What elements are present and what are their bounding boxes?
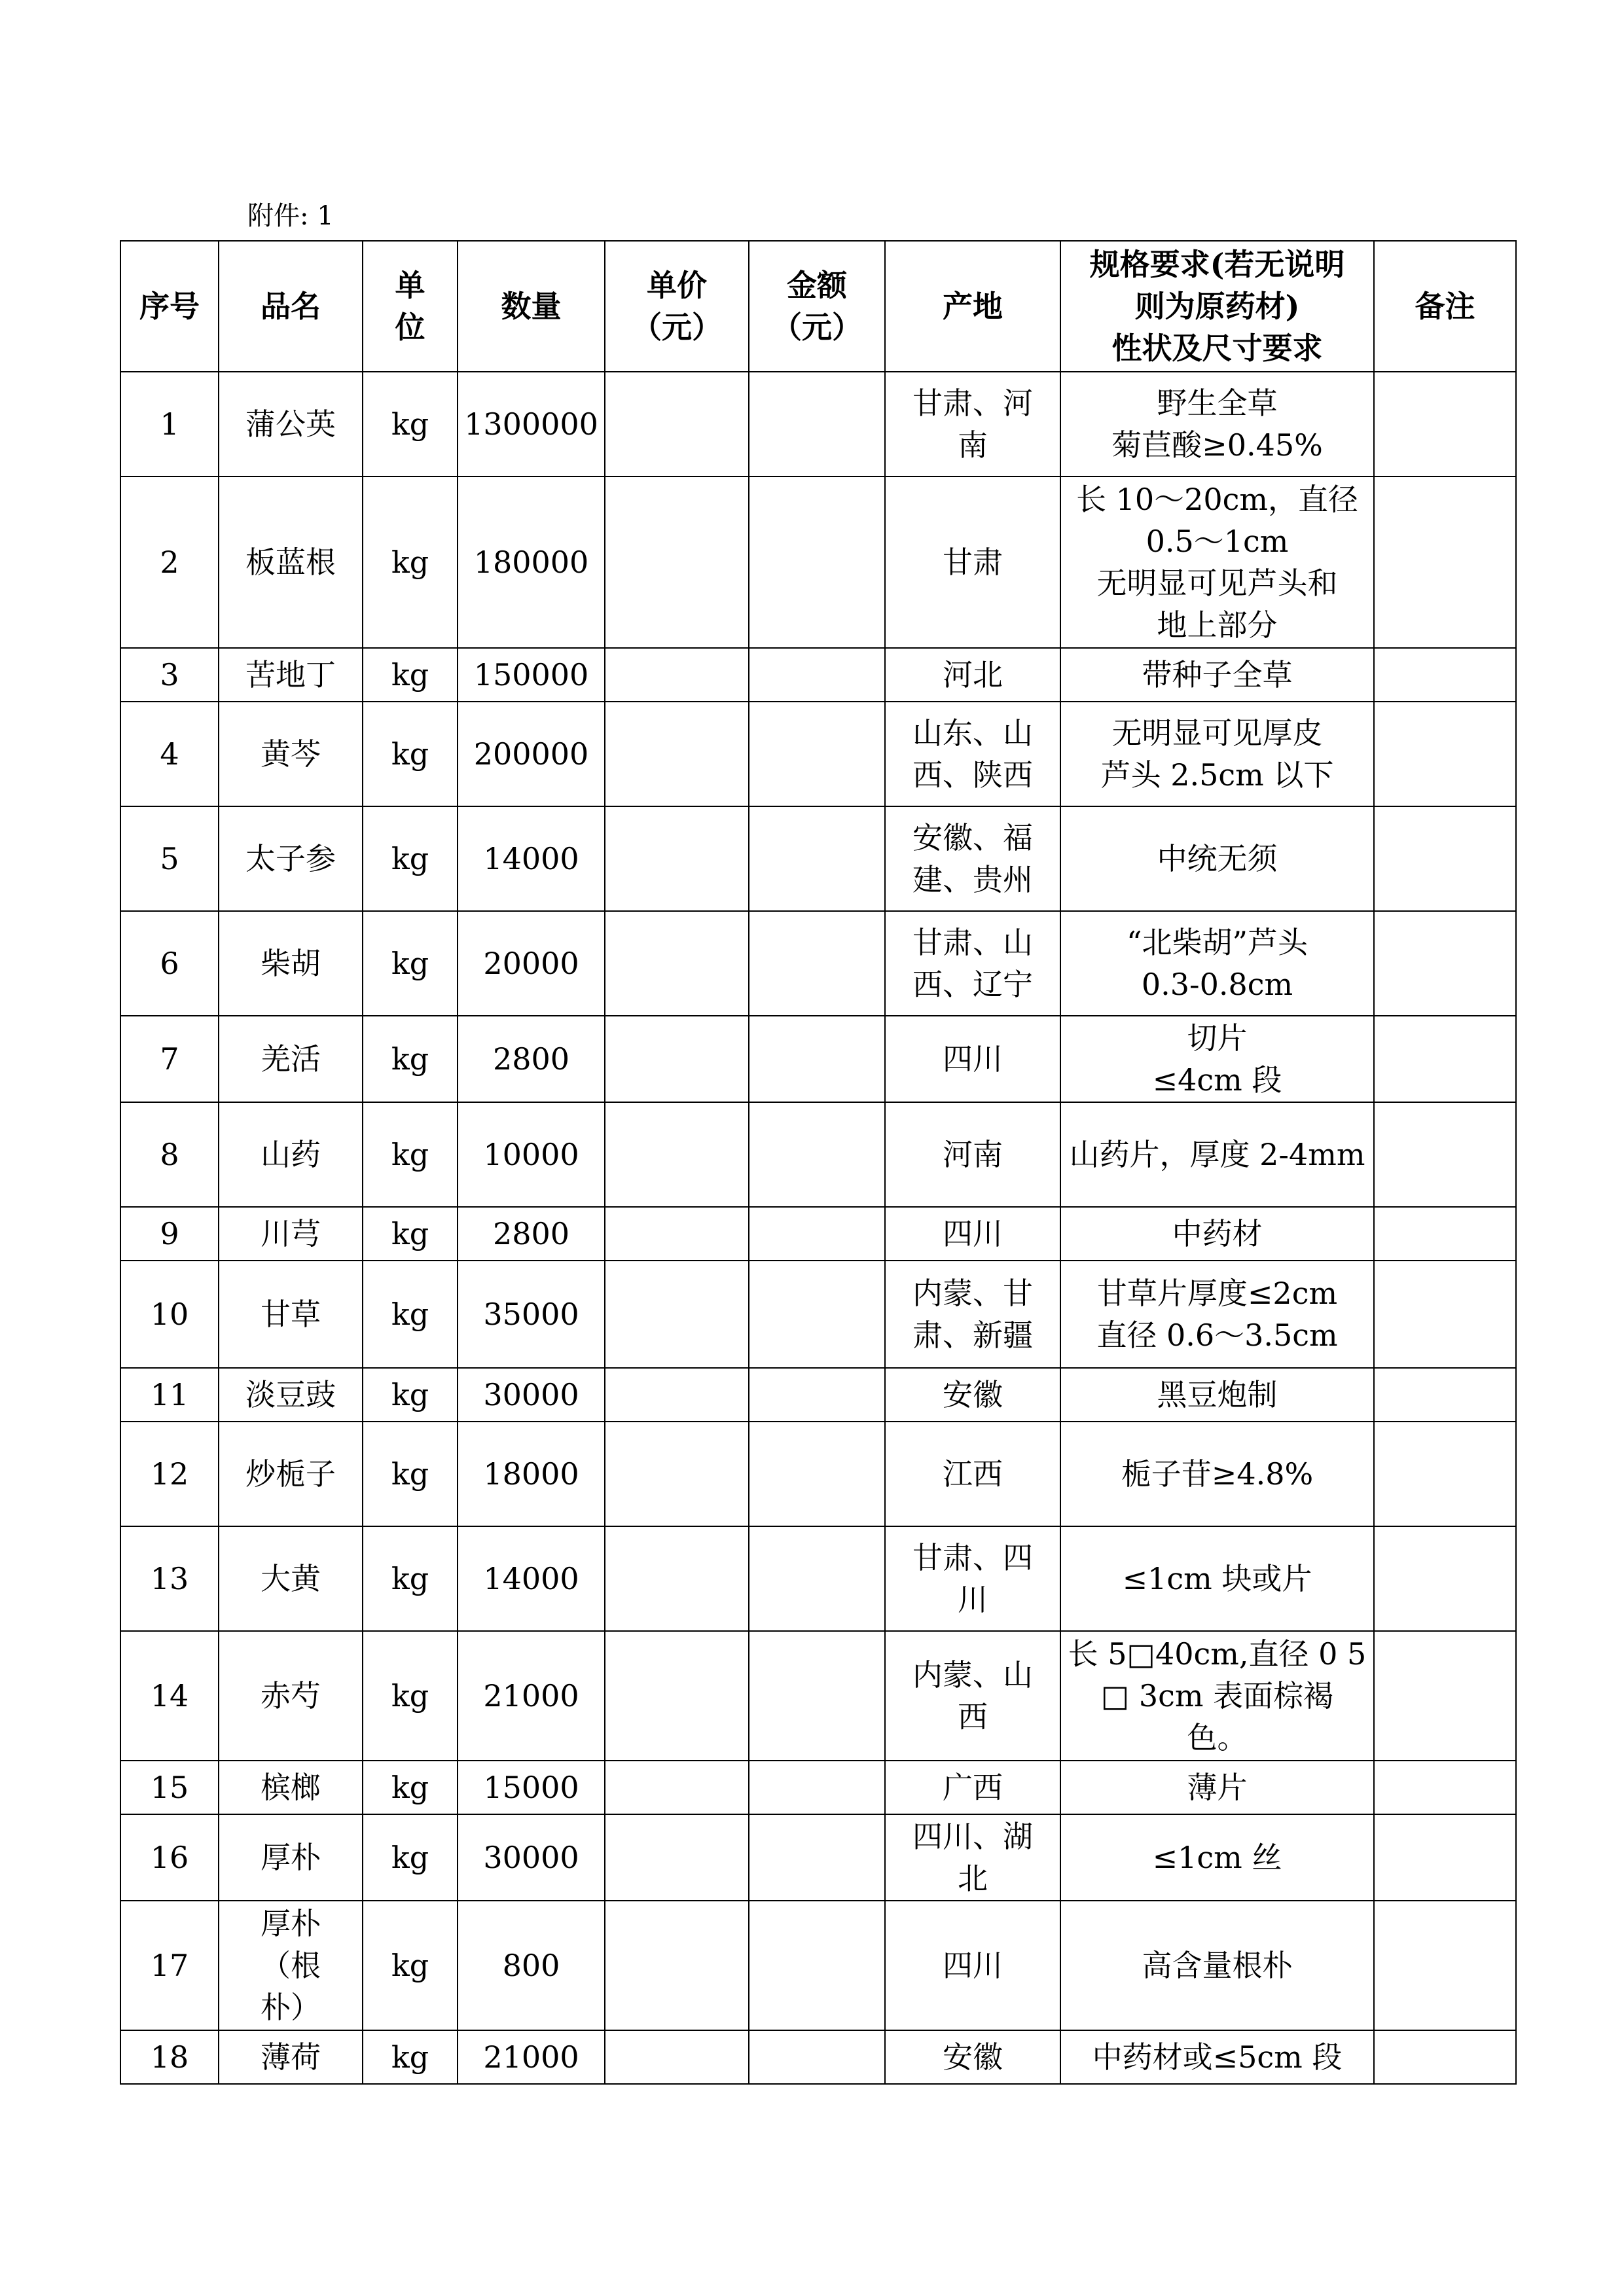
- table-row: [120, 372, 1516, 476]
- cell-amount: [749, 1422, 885, 1526]
- cell-amount: [749, 1207, 885, 1261]
- cell-name: 甘草: [219, 1261, 363, 1368]
- cell-name: 蒲公英: [219, 372, 363, 476]
- cell-remark: [1374, 648, 1516, 702]
- cell-unit: kg: [363, 2030, 458, 2084]
- cell-name: 厚朴: [219, 1814, 363, 1901]
- cell-origin: 安徽、福 建、贵州: [885, 806, 1060, 911]
- cell-origin: 甘肃、四 川: [885, 1526, 1060, 1631]
- cell-name: 厚朴 （根 朴）: [219, 1901, 363, 2030]
- cell-qty: 1300000: [458, 372, 605, 476]
- cell-qty: 35000: [458, 1261, 605, 1368]
- cell-spec: 中药材: [1060, 1207, 1374, 1261]
- cell-amount: [749, 1016, 885, 1102]
- cell-origin: 内蒙、山 西: [885, 1631, 1060, 1761]
- cell-amount: [749, 1368, 885, 1422]
- cell-spec: 无明显可见厚皮 芦头 2.5cm 以下: [1060, 702, 1374, 806]
- cell-amount: [749, 2030, 885, 2084]
- cell-spec: 长 5□40cm,直径 0 5 □ 3cm 表面棕褐 色。: [1060, 1631, 1374, 1761]
- cell-unit: kg: [363, 372, 458, 476]
- header-origin: 产地: [885, 241, 1060, 372]
- cell-no: 14: [120, 1631, 219, 1761]
- cell-no: 17: [120, 1901, 219, 2030]
- cell-qty: 14000: [458, 806, 605, 911]
- cell-qty: 21000: [458, 2030, 605, 2084]
- cell-origin: 四川、湖 北: [885, 1814, 1060, 1901]
- table-row: [120, 1422, 1516, 1526]
- cell-price: [605, 1526, 749, 1631]
- cell-price: [605, 1901, 749, 2030]
- cell-amount: [749, 1761, 885, 1814]
- cell-no: 15: [120, 1761, 219, 1814]
- cell-price: [605, 1368, 749, 1422]
- cell-price: [605, 1761, 749, 1814]
- cell-no: 11: [120, 1368, 219, 1422]
- cell-spec: 中药材或≤5cm 段: [1060, 2030, 1374, 2084]
- cell-remark: [1374, 1526, 1516, 1631]
- cell-name: 柴胡: [219, 911, 363, 1016]
- table-row: [120, 702, 1516, 806]
- cell-qty: 150000: [458, 648, 605, 702]
- header-name: 品名: [219, 241, 363, 372]
- cell-price: [605, 1102, 749, 1207]
- cell-spec: 薄片: [1060, 1761, 1374, 1814]
- cell-amount: [749, 1901, 885, 2030]
- cell-amount: [749, 702, 885, 806]
- cell-name: 炒栀子: [219, 1422, 363, 1526]
- cell-name: 赤芍: [219, 1631, 363, 1761]
- table-row: [120, 911, 1516, 1016]
- cell-remark: [1374, 372, 1516, 476]
- cell-amount: [749, 1102, 885, 1207]
- header-no: 序号: [120, 241, 219, 372]
- cell-unit: kg: [363, 1901, 458, 2030]
- cell-spec: 甘草片厚度≤2cm 直径 0.6～3.5cm: [1060, 1261, 1374, 1368]
- cell-spec: 山药片，厚度 2-4mm: [1060, 1102, 1374, 1207]
- cell-no: 18: [120, 2030, 219, 2084]
- cell-spec: “北柴胡”芦头 0.3-0.8cm: [1060, 911, 1374, 1016]
- cell-remark: [1374, 1631, 1516, 1761]
- cell-name: 苦地丁: [219, 648, 363, 702]
- cell-no: 13: [120, 1526, 219, 1631]
- table-row: [120, 1016, 1516, 1102]
- cell-remark: [1374, 1102, 1516, 1207]
- cell-price: [605, 1422, 749, 1526]
- table-row: [120, 1761, 1516, 1814]
- header-remark: 备注: [1374, 241, 1516, 372]
- cell-remark: [1374, 1901, 1516, 2030]
- cell-price: [605, 372, 749, 476]
- cell-amount: [749, 911, 885, 1016]
- cell-spec: 高含量根朴: [1060, 1901, 1374, 2030]
- cell-qty: 14000: [458, 1526, 605, 1631]
- cell-unit: kg: [363, 1207, 458, 1261]
- cell-remark: [1374, 1207, 1516, 1261]
- cell-unit: kg: [363, 1261, 458, 1368]
- cell-qty: 18000: [458, 1422, 605, 1526]
- table-row: [120, 806, 1516, 911]
- cell-origin: 江西: [885, 1422, 1060, 1526]
- cell-remark: [1374, 1261, 1516, 1368]
- cell-no: 4: [120, 702, 219, 806]
- cell-no: 12: [120, 1422, 219, 1526]
- cell-origin: 四川: [885, 1901, 1060, 2030]
- header-unit: 单 位: [363, 241, 458, 372]
- header-spec: 规格要求(若无说明 则为原药材) 性状及尺寸要求: [1060, 241, 1374, 372]
- cell-price: [605, 1016, 749, 1102]
- table-row: [120, 1102, 1516, 1207]
- cell-unit: kg: [363, 1422, 458, 1526]
- cell-price: [605, 1631, 749, 1761]
- cell-no: 7: [120, 1016, 219, 1102]
- cell-name: 太子参: [219, 806, 363, 911]
- cell-no: 5: [120, 806, 219, 911]
- cell-price: [605, 1261, 749, 1368]
- cell-unit: kg: [363, 476, 458, 648]
- cell-amount: [749, 648, 885, 702]
- cell-qty: 30000: [458, 1814, 605, 1901]
- cell-spec: 切片 ≤4cm 段: [1060, 1016, 1374, 1102]
- cell-unit: kg: [363, 1102, 458, 1207]
- cell-unit: kg: [363, 1814, 458, 1901]
- cell-origin: 四川: [885, 1207, 1060, 1261]
- procurement-table: [120, 240, 1517, 2085]
- cell-spec: 中统无须: [1060, 806, 1374, 911]
- cell-name: 大黄: [219, 1526, 363, 1631]
- cell-no: 16: [120, 1814, 219, 1901]
- cell-spec: 带种子全草: [1060, 648, 1374, 702]
- cell-qty: 20000: [458, 911, 605, 1016]
- cell-no: 1: [120, 372, 219, 476]
- cell-amount: [749, 1814, 885, 1901]
- cell-name: 川芎: [219, 1207, 363, 1261]
- cell-origin: 四川: [885, 1016, 1060, 1102]
- cell-unit: kg: [363, 702, 458, 806]
- cell-amount: [749, 1631, 885, 1761]
- cell-remark: [1374, 806, 1516, 911]
- cell-no: 8: [120, 1102, 219, 1207]
- cell-remark: [1374, 1016, 1516, 1102]
- cell-qty: 200000: [458, 702, 605, 806]
- cell-price: [605, 702, 749, 806]
- cell-remark: [1374, 2030, 1516, 2084]
- cell-no: 6: [120, 911, 219, 1016]
- cell-unit: kg: [363, 1761, 458, 1814]
- cell-origin: 甘肃: [885, 476, 1060, 648]
- cell-price: [605, 1207, 749, 1261]
- cell-spec: ≤1cm 丝: [1060, 1814, 1374, 1901]
- cell-unit: kg: [363, 1368, 458, 1422]
- cell-no: 2: [120, 476, 219, 648]
- cell-price: [605, 2030, 749, 2084]
- cell-amount: [749, 1526, 885, 1631]
- cell-qty: 800: [458, 1901, 605, 2030]
- cell-unit: kg: [363, 1016, 458, 1102]
- cell-no: 10: [120, 1261, 219, 1368]
- cell-remark: [1374, 1814, 1516, 1901]
- cell-price: [605, 476, 749, 648]
- cell-unit: kg: [363, 1631, 458, 1761]
- cell-price: [605, 911, 749, 1016]
- cell-origin: 安徽: [885, 2030, 1060, 2084]
- cell-name: 薄荷: [219, 2030, 363, 2084]
- cell-remark: [1374, 1422, 1516, 1526]
- cell-remark: [1374, 702, 1516, 806]
- table-row: [120, 1261, 1516, 1368]
- cell-price: [605, 648, 749, 702]
- cell-spec: ≤1cm 块或片: [1060, 1526, 1374, 1631]
- cell-price: [605, 806, 749, 911]
- cell-unit: kg: [363, 1526, 458, 1631]
- cell-name: 槟榔: [219, 1761, 363, 1814]
- cell-remark: [1374, 1368, 1516, 1422]
- cell-qty: 10000: [458, 1102, 605, 1207]
- cell-spec: 野生全草 菊苣酸≥0.45%: [1060, 372, 1374, 476]
- cell-spec: 栀子苷≥4.8%: [1060, 1422, 1374, 1526]
- cell-amount: [749, 1261, 885, 1368]
- cell-unit: kg: [363, 806, 458, 911]
- table-row: [120, 1207, 1516, 1261]
- cell-origin: 河南: [885, 1102, 1060, 1207]
- cell-origin: 山东、山 西、陕西: [885, 702, 1060, 806]
- attachment-label: 附件: 1: [247, 201, 334, 231]
- cell-remark: [1374, 911, 1516, 1016]
- cell-price: [605, 1814, 749, 1901]
- cell-unit: kg: [363, 911, 458, 1016]
- cell-qty: 2800: [458, 1016, 605, 1102]
- cell-amount: [749, 372, 885, 476]
- table-row: [120, 1901, 1516, 2030]
- table-row: [120, 476, 1516, 648]
- header-row: [120, 241, 1516, 372]
- table-row: [120, 648, 1516, 702]
- cell-no: 3: [120, 648, 219, 702]
- cell-origin: 河北: [885, 648, 1060, 702]
- cell-name: 羌活: [219, 1016, 363, 1102]
- cell-remark: [1374, 1761, 1516, 1814]
- cell-no: 9: [120, 1207, 219, 1261]
- cell-qty: 15000: [458, 1761, 605, 1814]
- cell-origin: 甘肃、河 南: [885, 372, 1060, 476]
- cell-origin: 甘肃、山 西、辽宁: [885, 911, 1060, 1016]
- cell-name: 淡豆豉: [219, 1368, 363, 1422]
- cell-origin: 安徽: [885, 1368, 1060, 1422]
- header-amount: 金额 （元）: [749, 241, 885, 372]
- cell-qty: 30000: [458, 1368, 605, 1422]
- header-qty: 数量: [458, 241, 605, 372]
- cell-amount: [749, 476, 885, 648]
- table-row: [120, 1526, 1516, 1631]
- table-row: [120, 1368, 1516, 1422]
- table-row: [120, 1814, 1516, 1901]
- cell-qty: 2800: [458, 1207, 605, 1261]
- cell-amount: [749, 806, 885, 911]
- table-row: [120, 1631, 1516, 1761]
- cell-qty: 21000: [458, 1631, 605, 1761]
- cell-unit: kg: [363, 648, 458, 702]
- cell-name: 板蓝根: [219, 476, 363, 648]
- cell-spec: 黑豆炮制: [1060, 1368, 1374, 1422]
- cell-qty: 180000: [458, 476, 605, 648]
- cell-spec: 长 10～20cm，直径 0.5～1cm 无明显可见芦头和 地上部分: [1060, 476, 1374, 648]
- cell-origin: 广西: [885, 1761, 1060, 1814]
- cell-name: 山药: [219, 1102, 363, 1207]
- cell-name: 黄芩: [219, 702, 363, 806]
- cell-remark: [1374, 476, 1516, 648]
- table-row: [120, 2030, 1516, 2084]
- cell-origin: 内蒙、甘 肃、新疆: [885, 1261, 1060, 1368]
- header-price: 单价 （元）: [605, 241, 749, 372]
